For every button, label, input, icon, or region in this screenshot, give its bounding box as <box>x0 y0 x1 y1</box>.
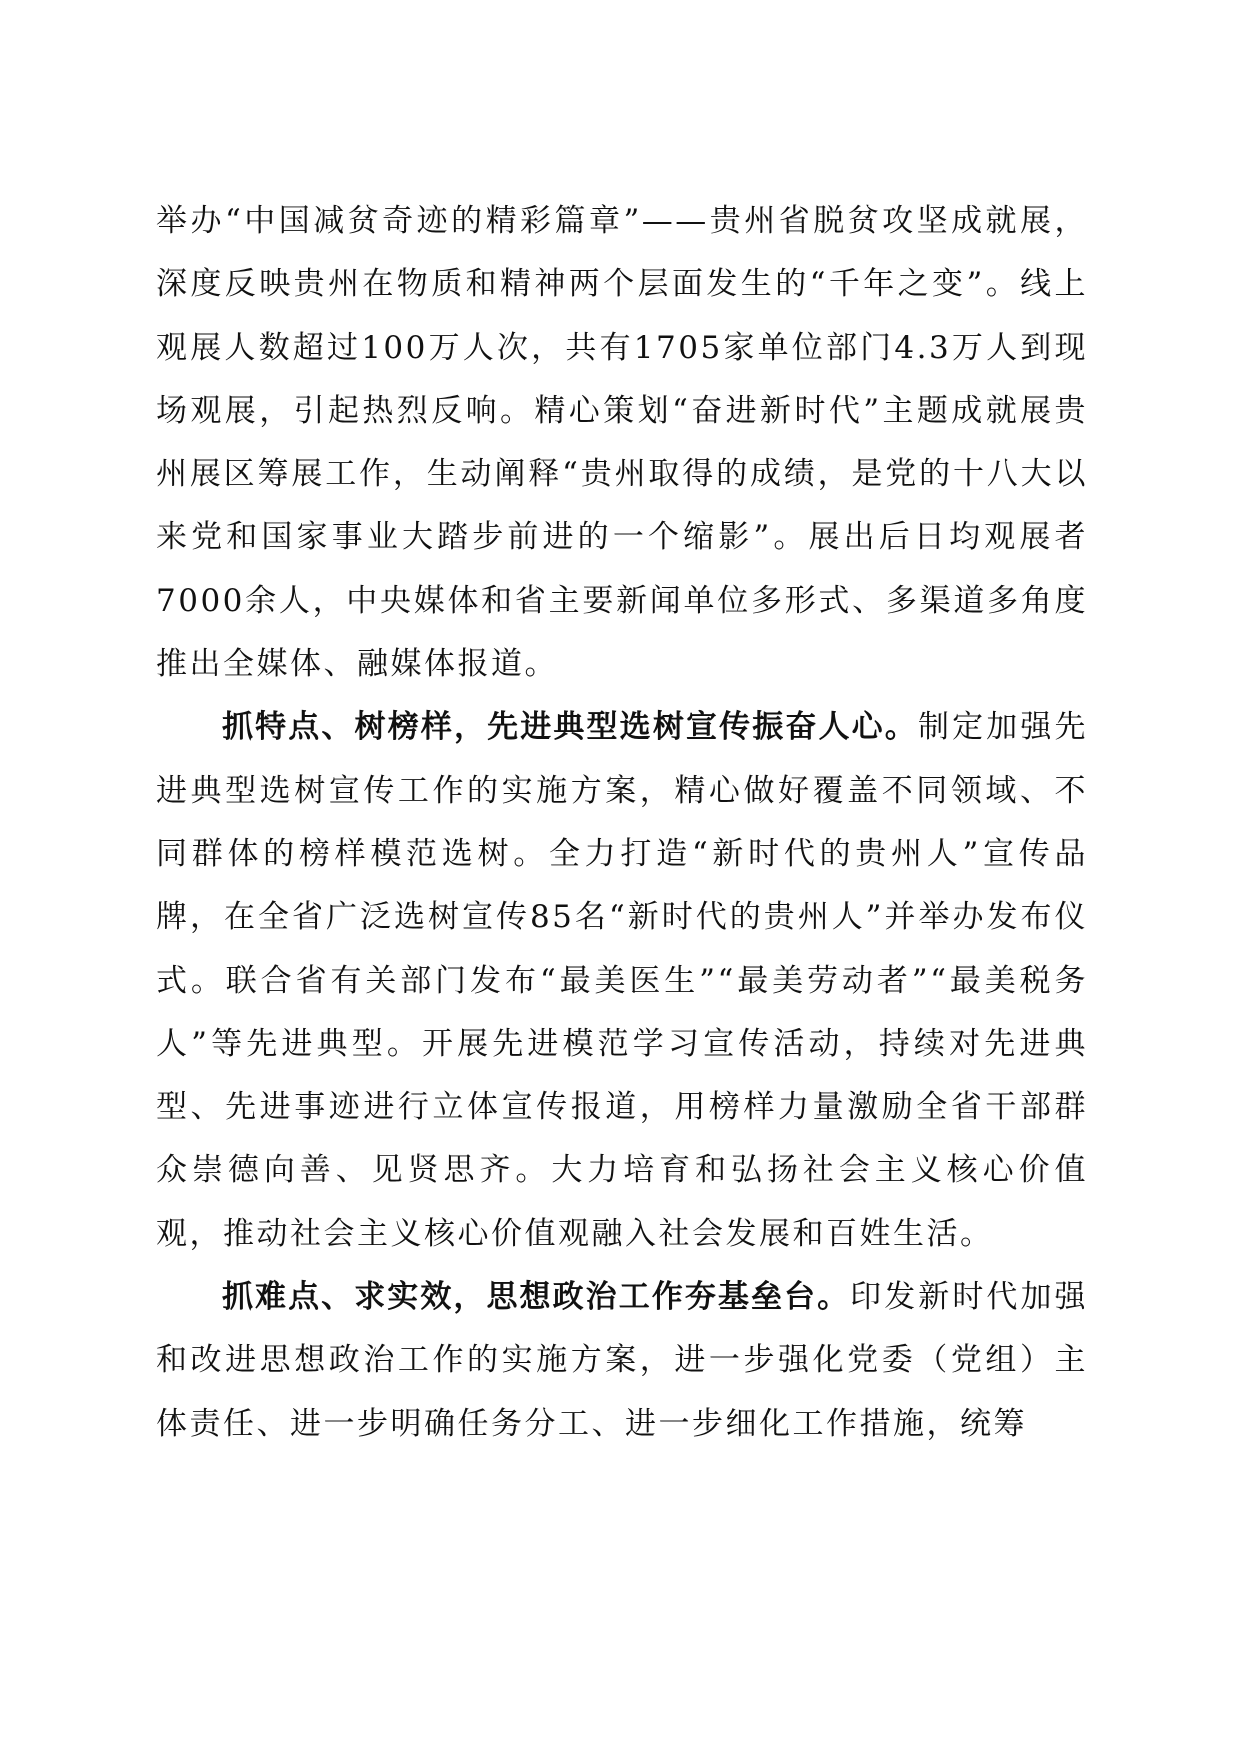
paragraph-2-text: 制定加强先进典型选树宣传工作的实施方案，精心做好覆盖不同领域、不同群体的榜样模范选树。全力打造“新时代的贵州人”宣传品牌，在全省广泛选树宣传85名“新时代的贵州人”并举办发布仪式。联合省有关部门发布“最美医生”“最美劳动者”“最美税务人”等先进典型。开展先进模范学习宣传活动，持续对先进典型、先进事迹进行立体宣传报道，用榜样力量激励全省干部群众崇德向善、见贤思齐。大力培育和弘扬社会主义核心价值观，推动社会主义核心价值观融入社会发展和百姓生活。 <box>156 709 1089 1252</box>
paragraph-2-lead: 抓特点、树榜样，先进典型选树宣传振奋人心。 <box>222 709 918 746</box>
paragraph-1-text: 举办“中国减贫奇迹的精彩篇章”——贵州省脱贫攻坚成就展，深度反映贵州在物质和精神两个层面发生的“千年之变”。线上观展人数超过100万人次，共有1705家单位部门4.3万人到现场观展，引起热烈反响。精心策划“奋进新时代”主题成就展贵州展区筹展工作，生动阐释“贵州取得的成绩，是党的十八大以来党和国家事业大踏步前进的一个缩影”。展出后日均观展者7000余人，中央媒体和省主要新闻单位多形式、多渠道多角度推出全媒体、融媒体报道。 <box>156 203 1088 683</box>
document-body <box>156 190 1088 1456</box>
paragraph-3-text: 印发新时代加强和改进思想政治工作的实施方案，进一步强化党委（党组）主体责任、进一步明确任务分工、进一步细化工作措施，统筹 <box>156 1279 1088 1442</box>
paragraph-3 <box>156 1266 1088 1456</box>
paragraph-1 <box>156 190 1088 696</box>
paragraph-3-lead: 抓难点、求实效，思想政治工作夯基垒台。 <box>222 1279 851 1316</box>
paragraph-2 <box>156 696 1088 1266</box>
